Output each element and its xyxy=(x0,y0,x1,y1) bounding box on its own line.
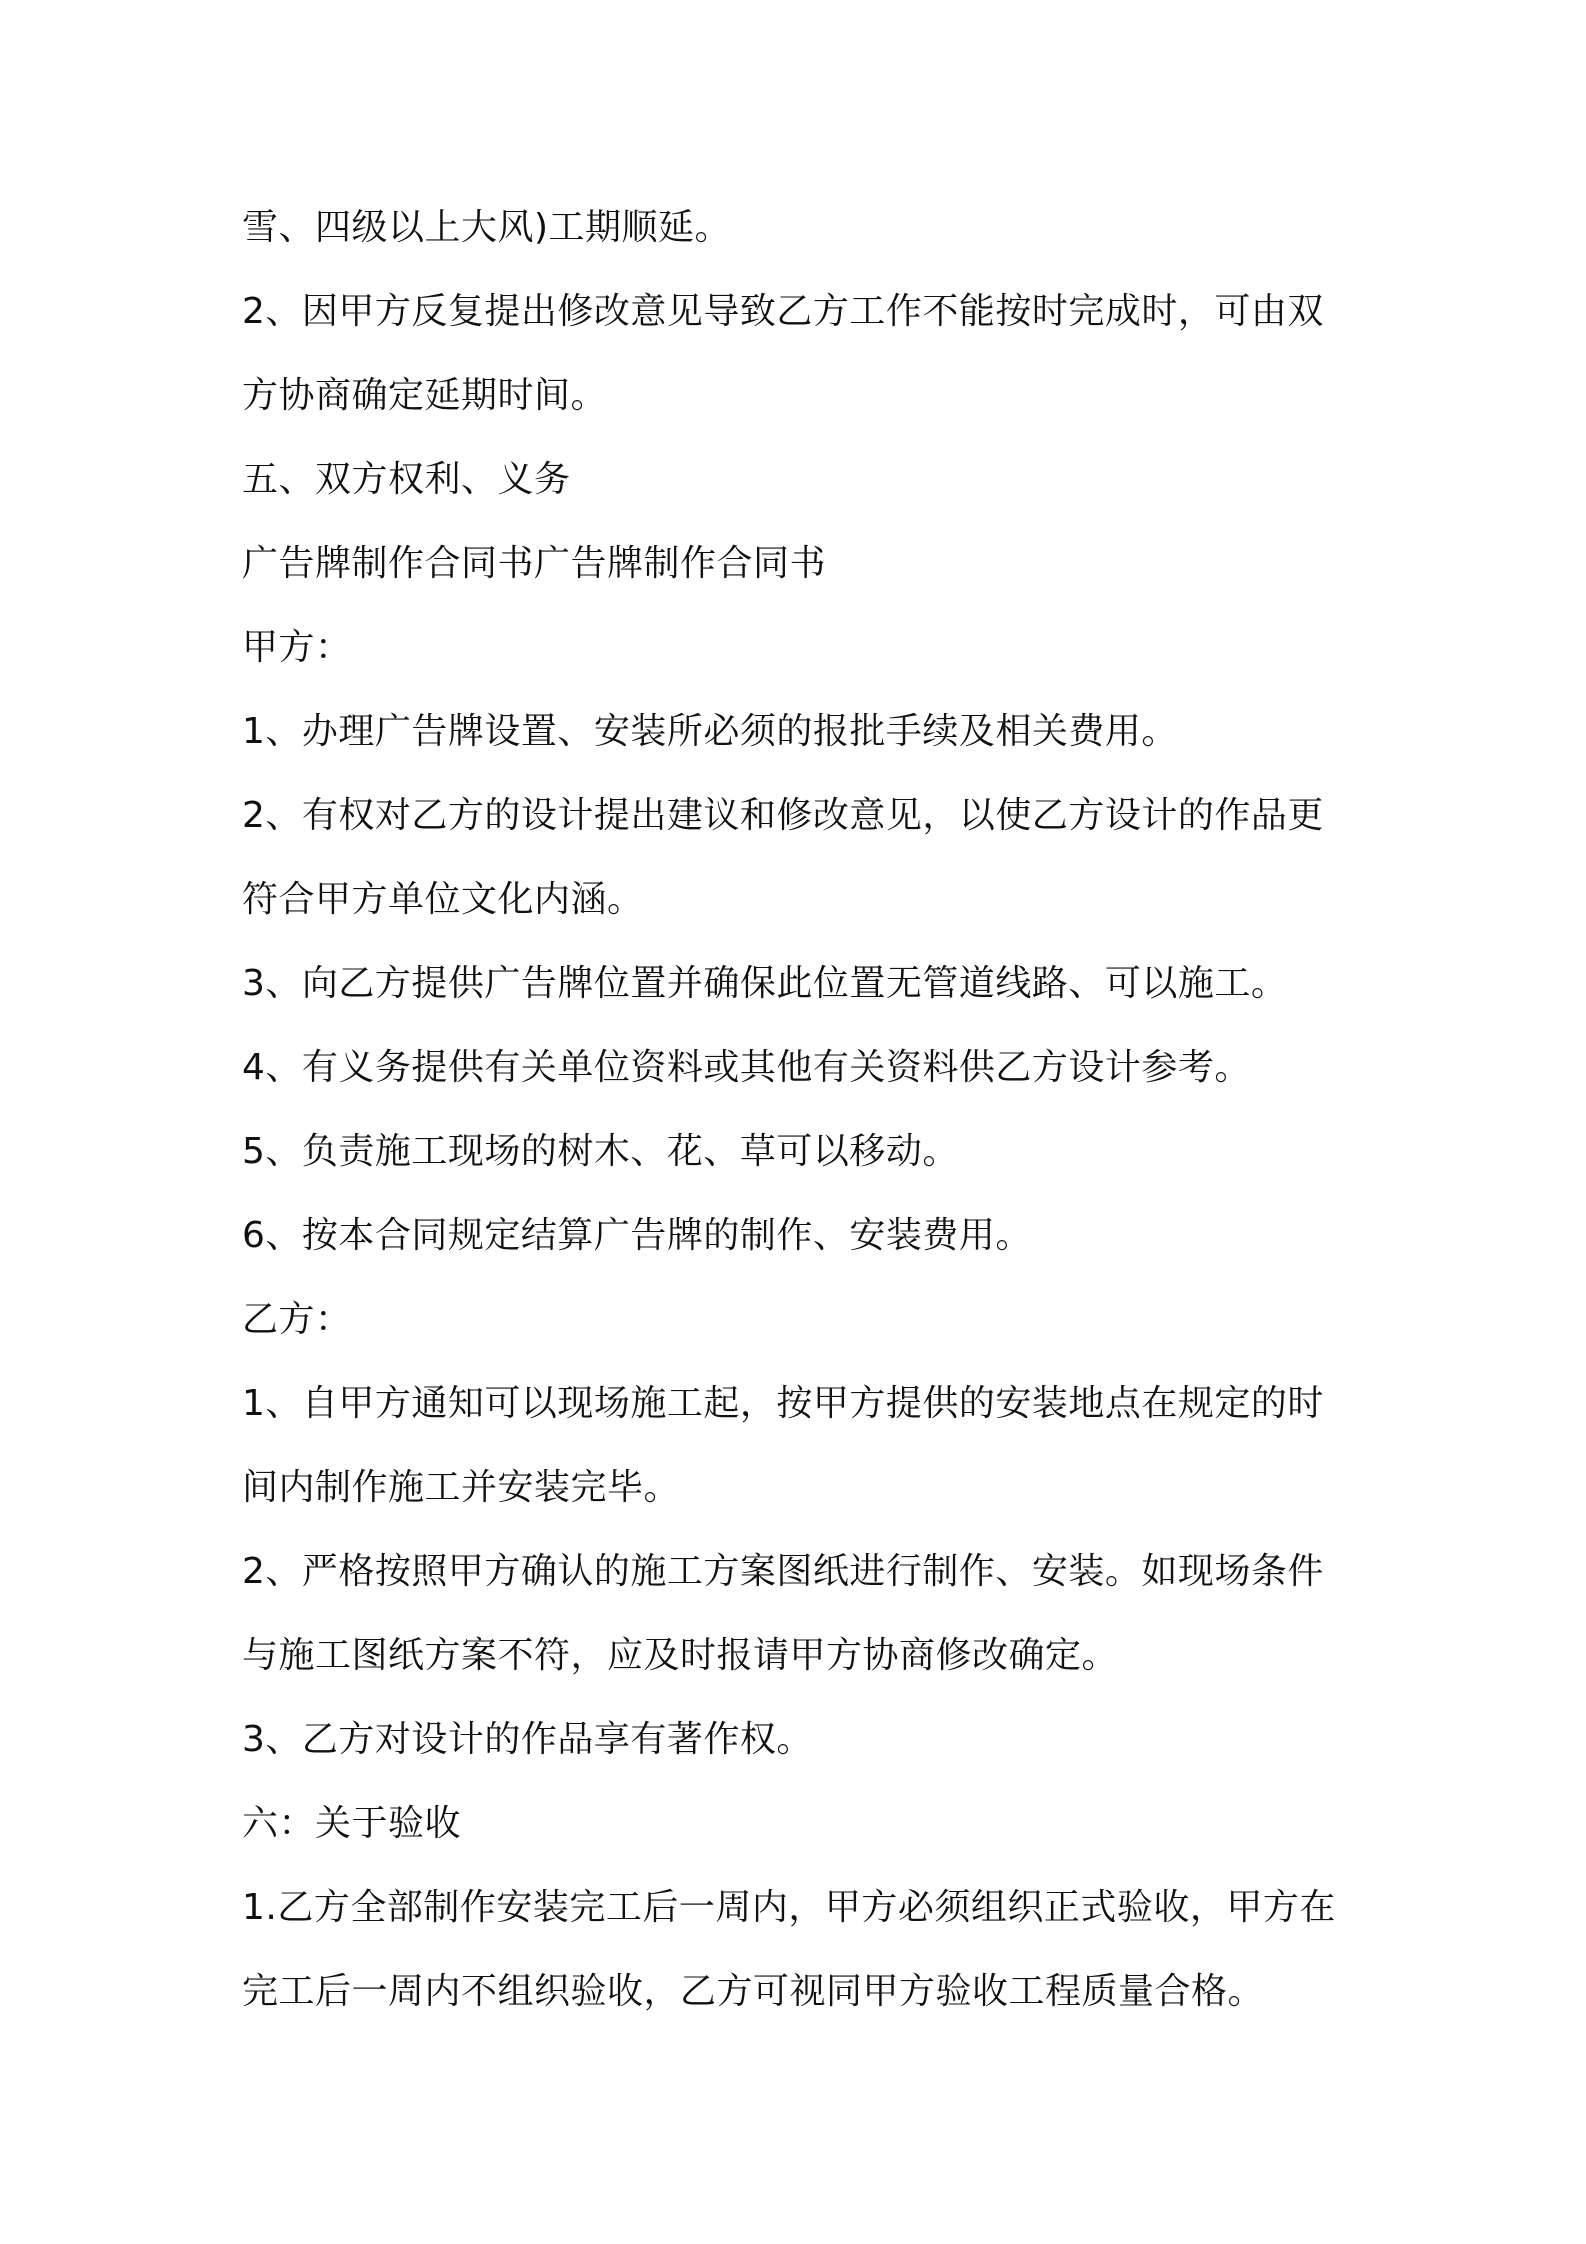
text-line: 间内制作施工并安装完毕。 xyxy=(242,1467,681,1508)
text-line: 4、有义务提供有关单位资料或其他有关资料供乙方设计参考。 xyxy=(242,1047,1251,1088)
section-heading: 五、双方权利、义务 xyxy=(242,459,571,500)
text-line: 方协商确定延期时间。 xyxy=(242,375,608,416)
text-line: 1、办理广告牌设置、安装所必须的报批手续及相关费用。 xyxy=(242,711,1178,752)
text-line: 与施工图纸方案不符，应及时报请甲方协商修改确定。 xyxy=(242,1635,1119,1676)
text-line: 2、严格按照甲方确认的施工方案图纸进行制作、安装。如现场条件 xyxy=(242,1551,1324,1592)
text-line: 完工后一周内不组织验收，乙方可视同甲方验收工程质量合格。 xyxy=(242,1971,1265,2012)
text-line: 3、向乙方提供广告牌位置并确保此位置无管道线路、可以施工。 xyxy=(242,963,1288,1004)
text-line: 2、因甲方反复提出修改意见导致乙方工作不能按时完成时，可由双 xyxy=(242,291,1324,332)
text-line: 符合甲方单位文化内涵。 xyxy=(242,879,644,920)
section-heading: 六：关于验收 xyxy=(242,1803,462,1844)
text-line: 5、负责施工现场的树木、花、草可以移动。 xyxy=(242,1131,959,1172)
text-line: 广告牌制作合同书广告牌制作合同书 xyxy=(242,543,827,584)
text-line: 1.乙方全部制作安装完工后一周内，甲方必须组织正式验收，甲方在 xyxy=(242,1887,1336,1928)
text-line: 2、有权对乙方的设计提出建议和修改意见，以使乙方设计的作品更 xyxy=(242,795,1324,836)
text-line: 6、按本合同规定结算广告牌的制作、安装费用。 xyxy=(242,1215,1032,1256)
party-label: 乙方： xyxy=(242,1299,352,1340)
text-line: 雪、四级以上大风)工期顺延。 xyxy=(242,207,732,248)
text-line: 1、自甲方通知可以现场施工起，按甲方提供的安装地点在规定的时 xyxy=(242,1383,1324,1424)
text-line: 3、乙方对设计的作品享有著作权。 xyxy=(242,1719,813,1760)
party-label: 甲方： xyxy=(242,627,352,668)
